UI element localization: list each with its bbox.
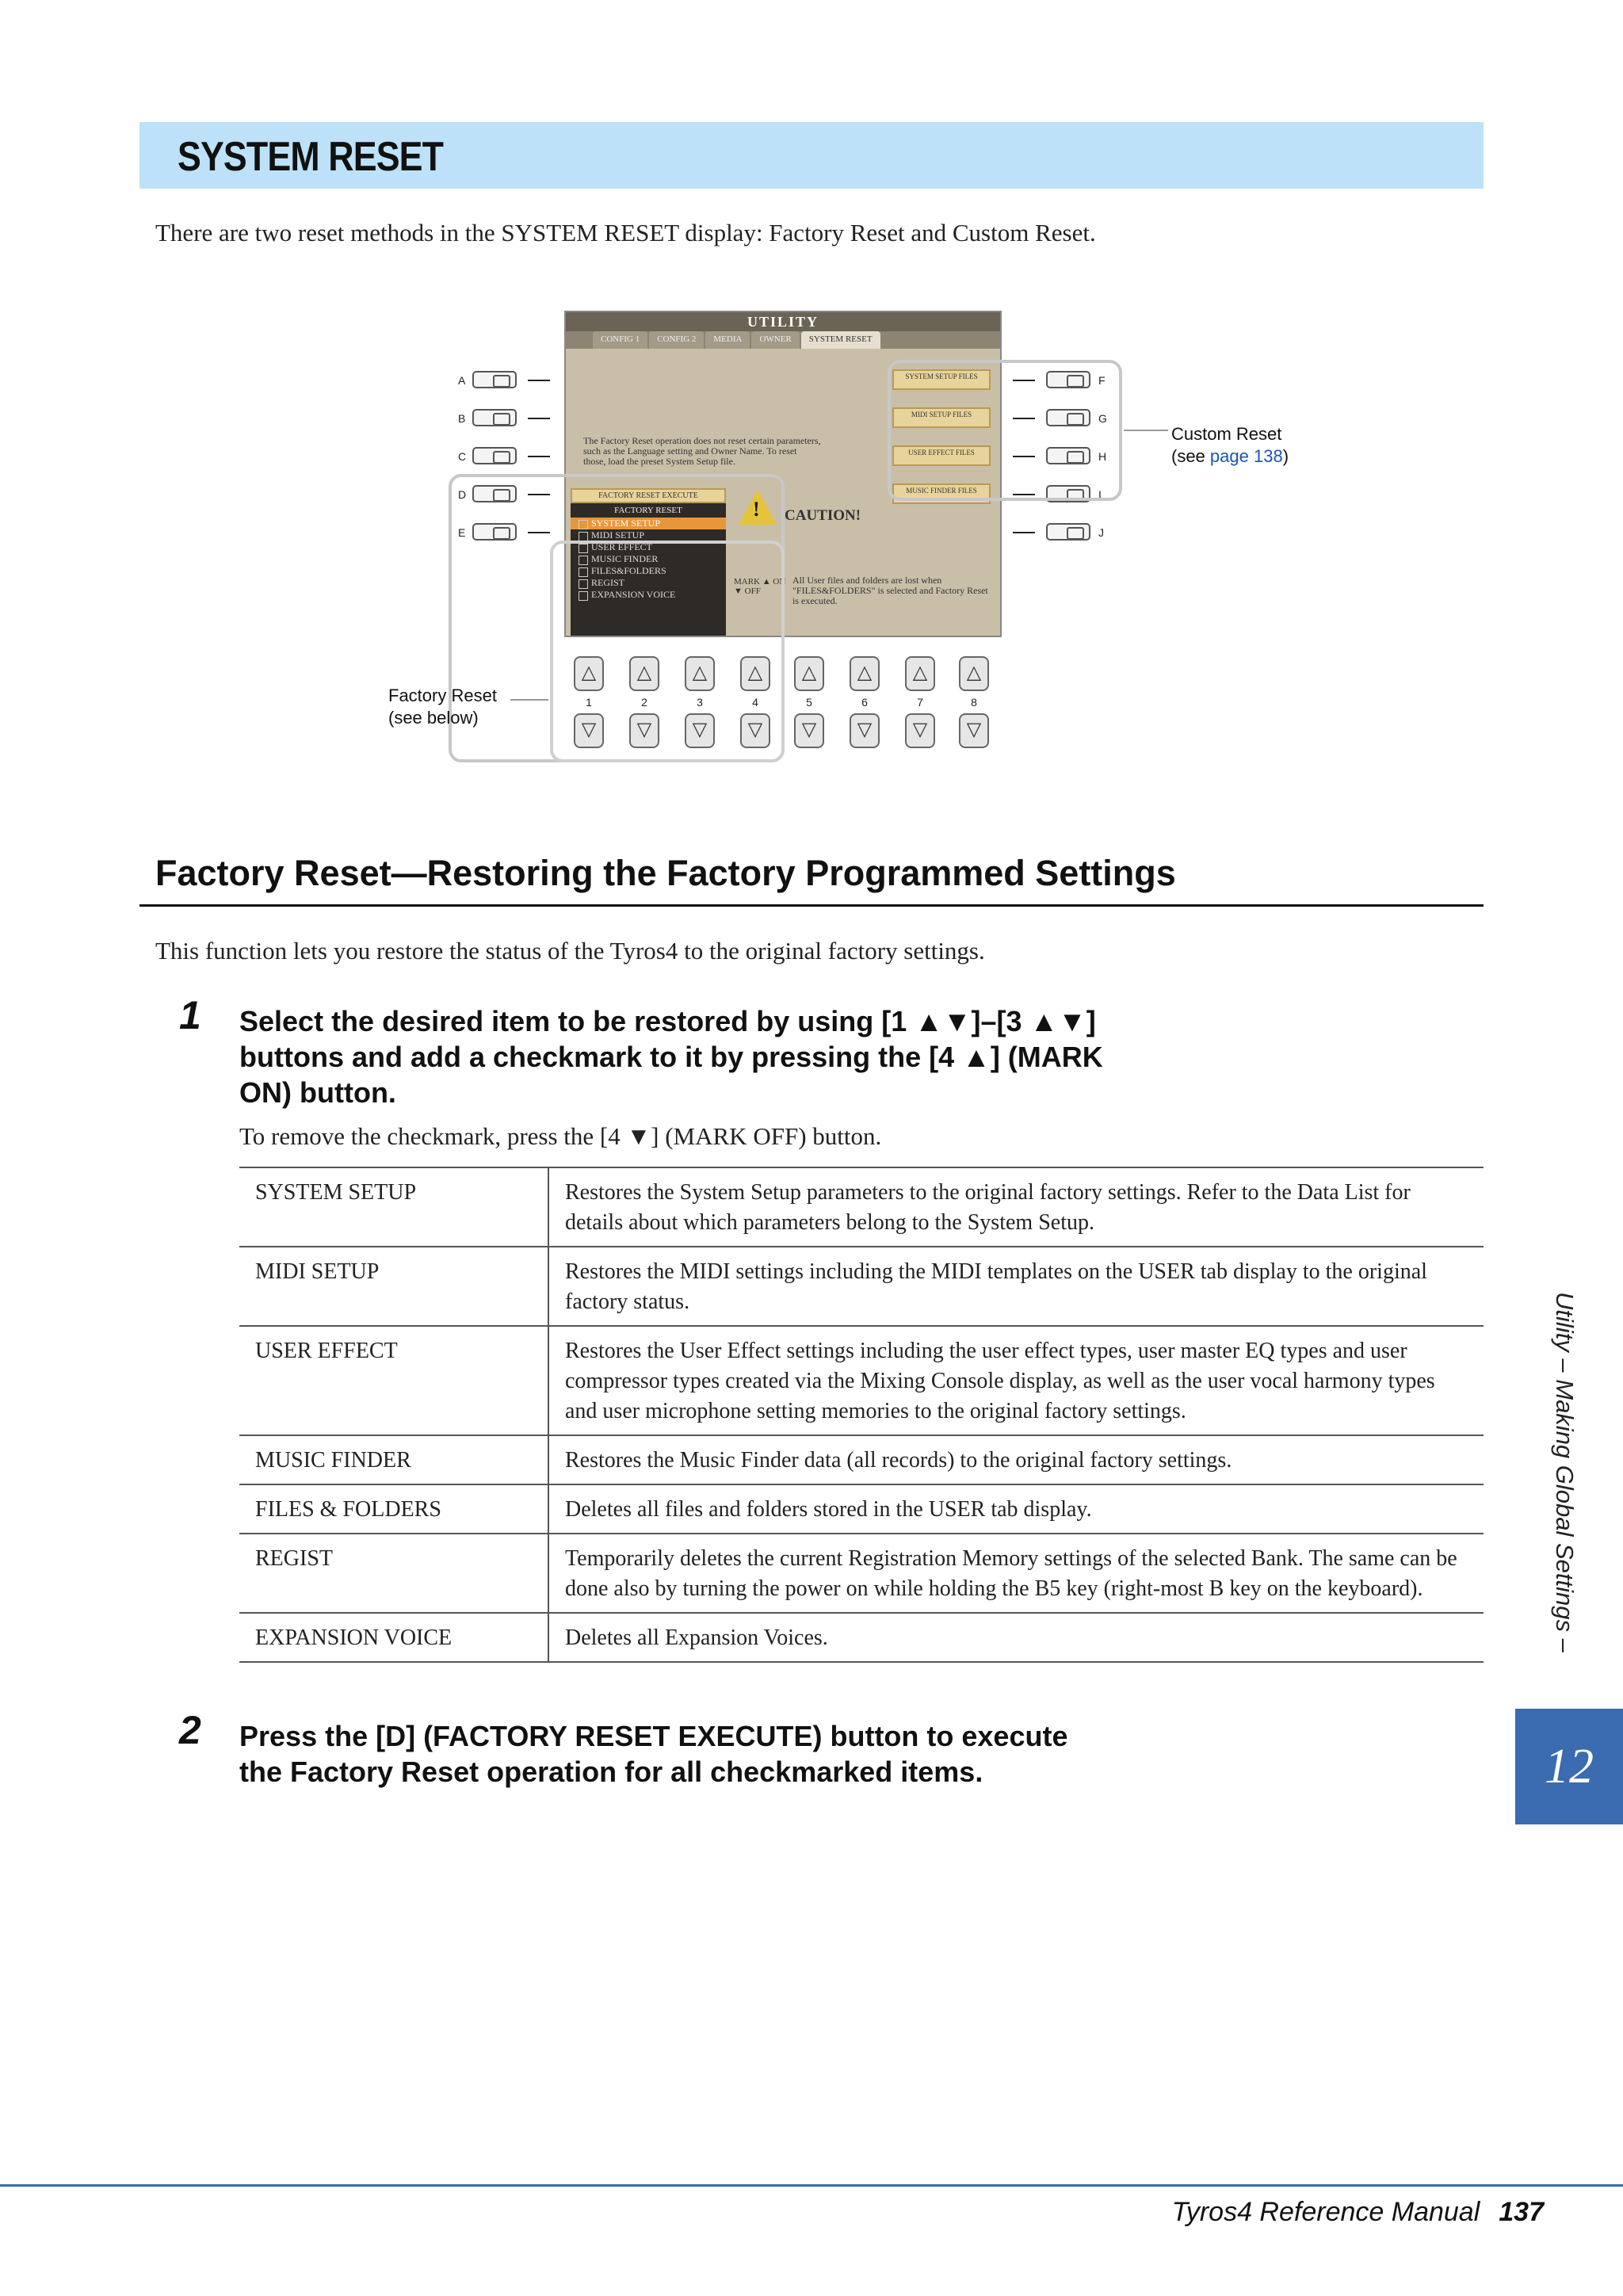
- number-label-2: 2: [641, 696, 647, 709]
- number-label-5: 5: [806, 696, 812, 709]
- down-button-7[interactable]: ▽: [905, 713, 935, 748]
- item-name: MUSIC FINDER: [239, 1435, 548, 1484]
- button-letter-d: D: [458, 488, 467, 501]
- item-description: Restores the MIDI settings including the MIDI templates on the USER tab display to the original factory status.: [548, 1247, 1484, 1326]
- custom-see-prefix: (see: [1171, 446, 1210, 466]
- up-button-3[interactable]: △: [685, 656, 715, 691]
- list-item-system-setup[interactable]: SYSTEM SETUP: [571, 518, 726, 529]
- up-button-7[interactable]: △: [905, 656, 935, 691]
- factory-reset-callout: [388, 685, 497, 729]
- chapter-number-tab: 12: [1515, 1709, 1623, 1824]
- item-name: FILES & FOLDERS: [239, 1484, 548, 1534]
- tab-system-reset[interactable]: SYSTEM RESET: [801, 331, 880, 349]
- panel-button-b[interactable]: [472, 409, 517, 426]
- table-row: [239, 1534, 1484, 1613]
- item-name: USER EFFECT: [239, 1326, 548, 1435]
- item-name: REGIST: [239, 1534, 548, 1613]
- tab-config-2[interactable]: CONFIG 2: [649, 331, 704, 349]
- step-2-number: 2: [179, 1708, 201, 1752]
- mark-off-label: ▼ OFF: [734, 586, 761, 596]
- down-button-2[interactable]: ▽: [629, 713, 659, 748]
- number-label-8: 8: [971, 696, 977, 709]
- button-letter-f: F: [1098, 374, 1106, 387]
- step-1-line-3: ON) button.: [239, 1076, 396, 1109]
- button-connector-line: [1013, 532, 1035, 533]
- up-button-8[interactable]: △: [959, 656, 989, 691]
- page-footer: [1172, 2197, 1544, 2228]
- user-effect-files-button[interactable]: USER EFFECT FILES: [892, 445, 991, 466]
- list-item-expansion-voice[interactable]: EXPANSION VOICE: [571, 589, 726, 601]
- table-row: [239, 1484, 1484, 1534]
- step-1-line-2: buttons and add a checkmark to it by pressing the [4 ▲] (MARK: [239, 1041, 1103, 1073]
- item-description: Restores the System Setup parameters to the original factory settings. Refer to the Data List for details about which parameters belong to the System Setup.: [548, 1167, 1484, 1247]
- list-item-files-folders[interactable]: FILES&FOLDERS: [571, 565, 726, 577]
- step-1-note: To remove the checkmark, press the [4 ▼] (MARK OFF) button.: [239, 1122, 882, 1150]
- factory-reset-execute-button[interactable]: FACTORY RESET EXECUTE: [571, 488, 726, 503]
- section-title: SYSTEM RESET: [178, 134, 444, 180]
- heading-rule: [139, 904, 1484, 907]
- list-item-user-effect[interactable]: USER EFFECT: [571, 541, 726, 553]
- down-button-3[interactable]: ▽: [685, 713, 715, 748]
- button-letter-e: E: [458, 526, 466, 539]
- page-138-link[interactable]: page 138: [1209, 446, 1283, 466]
- custom-reset-highlight: [888, 360, 1122, 501]
- step-2-line-1: Press the [D] (FACTORY RESET EXECUTE) button to execute: [239, 1720, 1068, 1752]
- system-setup-files-button[interactable]: SYSTEM SETUP FILES: [892, 369, 991, 390]
- item-description: Deletes all files and folders stored in the USER tab display.: [548, 1484, 1484, 1534]
- factory-reset-see: (see below): [388, 708, 479, 728]
- midi-setup-files-button[interactable]: MIDI SETUP FILES: [892, 407, 991, 428]
- down-button-1[interactable]: ▽: [574, 713, 604, 748]
- tab-media[interactable]: MEDIA: [705, 331, 750, 349]
- up-button-6[interactable]: △: [850, 656, 880, 691]
- footer-rule: [0, 2184, 1623, 2187]
- section-header-bar: [139, 122, 1484, 189]
- button-letter-g: G: [1098, 412, 1107, 425]
- intro-paragraph: There are two reset methods in the SYSTEM RESET display: Factory Reset and Custom Reset.: [155, 219, 1096, 246]
- button-connector-line: [528, 418, 550, 419]
- number-label-3: 3: [697, 696, 703, 709]
- button-connector-line: [528, 456, 550, 457]
- button-connector-line: [528, 380, 550, 381]
- music-finder-files-button[interactable]: MUSIC FINDER FILES: [892, 483, 991, 504]
- factory-reset-items-table: [239, 1167, 1484, 1663]
- button-letter-a: A: [458, 374, 466, 387]
- step-1-line-1: Select the desired item to be restored by using [1 ▲▼]–[3 ▲▼]: [239, 1005, 1096, 1037]
- factory-reset-list-title: FACTORY RESET: [614, 506, 682, 515]
- step-1-number: 1: [179, 993, 201, 1037]
- item-description: Deletes all Expansion Voices.: [548, 1613, 1484, 1662]
- manual-title: Tyros4 Reference Manual: [1171, 2197, 1480, 2227]
- button-letter-b: B: [458, 412, 466, 425]
- number-label-1: 1: [586, 696, 592, 709]
- button-letter-h: H: [1098, 450, 1107, 463]
- factory-reset-label: Factory Reset: [388, 686, 497, 705]
- down-button-8[interactable]: ▽: [959, 713, 989, 748]
- system-reset-figure: [0, 301, 1623, 777]
- item-description: Restores the User Effect settings including the user effect types, user master EQ types and user compressor types created via the Mixing Console display, as well as the user vocal harmony types and user microphone setting memories to the original factory settings.: [548, 1326, 1484, 1435]
- caution-icon-mark: !: [753, 498, 760, 521]
- mark-on-label: MARK ▲ ON: [734, 577, 786, 586]
- list-item-music-finder[interactable]: MUSIC FINDER: [571, 553, 726, 565]
- panel-button-a[interactable]: [472, 371, 517, 388]
- table-row: [239, 1326, 1484, 1435]
- step-1-instruction: [239, 1003, 1103, 1110]
- down-button-6[interactable]: ▽: [850, 713, 880, 748]
- screen-tabs: [566, 331, 1000, 349]
- up-button-1[interactable]: △: [574, 656, 604, 691]
- item-description: Restores the Music Finder data (all records) to the original factory settings.: [548, 1435, 1484, 1484]
- panel-button-j[interactable]: [1046, 523, 1090, 541]
- table-row: [239, 1613, 1484, 1662]
- down-button-5[interactable]: ▽: [794, 713, 824, 748]
- button-letter-c: C: [458, 450, 467, 463]
- number-label-7: 7: [917, 696, 923, 709]
- down-button-4[interactable]: ▽: [740, 713, 770, 748]
- button-letter-j: J: [1098, 526, 1104, 539]
- panel-button-c[interactable]: [472, 447, 517, 464]
- subsection-heading: Factory Reset—Restoring the Factory Programmed Settings: [155, 853, 1176, 893]
- item-name: MIDI SETUP: [239, 1247, 548, 1326]
- custom-reset-label: Custom Reset: [1171, 424, 1282, 444]
- tab-owner[interactable]: OWNER: [751, 331, 799, 349]
- factory-reset-leader: [510, 699, 548, 701]
- number-label-6: 6: [861, 696, 868, 709]
- custom-see-suffix: ): [1282, 446, 1289, 466]
- up-button-5[interactable]: △: [794, 656, 824, 691]
- item-name: SYSTEM SETUP: [239, 1167, 548, 1247]
- tab-config-1[interactable]: CONFIG 1: [593, 331, 647, 349]
- list-item-midi-setup[interactable]: MIDI SETUP: [571, 529, 726, 541]
- custom-reset-leader: [1124, 430, 1168, 431]
- custom-reset-callout: [1171, 423, 1289, 468]
- table-row: [239, 1247, 1484, 1326]
- list-item-regist[interactable]: REGIST: [571, 577, 726, 589]
- page-number: 137: [1499, 2197, 1544, 2227]
- up-button-4[interactable]: △: [740, 656, 770, 691]
- number-label-4: 4: [752, 696, 758, 709]
- step-2-instruction: [239, 1718, 1067, 1790]
- up-button-2[interactable]: △: [629, 656, 659, 691]
- caution-text: All User files and folders are lost when "FILES&FOLDERS" is selected and Factory Reset is executed.: [792, 575, 988, 606]
- button-letter-i: I: [1098, 488, 1102, 501]
- step-2-line-2: the Factory Reset operation for all checkmarked items.: [239, 1755, 983, 1788]
- table-row: [239, 1167, 1484, 1247]
- screen-title: UTILITY: [566, 312, 1000, 331]
- item-name: EXPANSION VOICE: [239, 1613, 548, 1662]
- custom-reset-see: [1171, 445, 1289, 468]
- screen-info-text: The Factory Reset operation does not reset certain parameters, such as the Language setting and Owner Name. To reset those, load the preset System Setup file.: [583, 436, 821, 467]
- caution-label: CAUTION!: [785, 507, 861, 524]
- subsection-intro: This function lets you restore the status of the Tyros4 to the original factory settings.: [155, 937, 985, 965]
- table-row: [239, 1435, 1484, 1484]
- item-description: Temporarily deletes the current Registration Memory settings of the selected Bank. The same can be done also by turning the power on while holding the B5 key (right-most B key on the keyboard).: [548, 1534, 1484, 1613]
- chapter-side-label: Utility – Making Global Settings –: [1551, 1292, 1579, 1652]
